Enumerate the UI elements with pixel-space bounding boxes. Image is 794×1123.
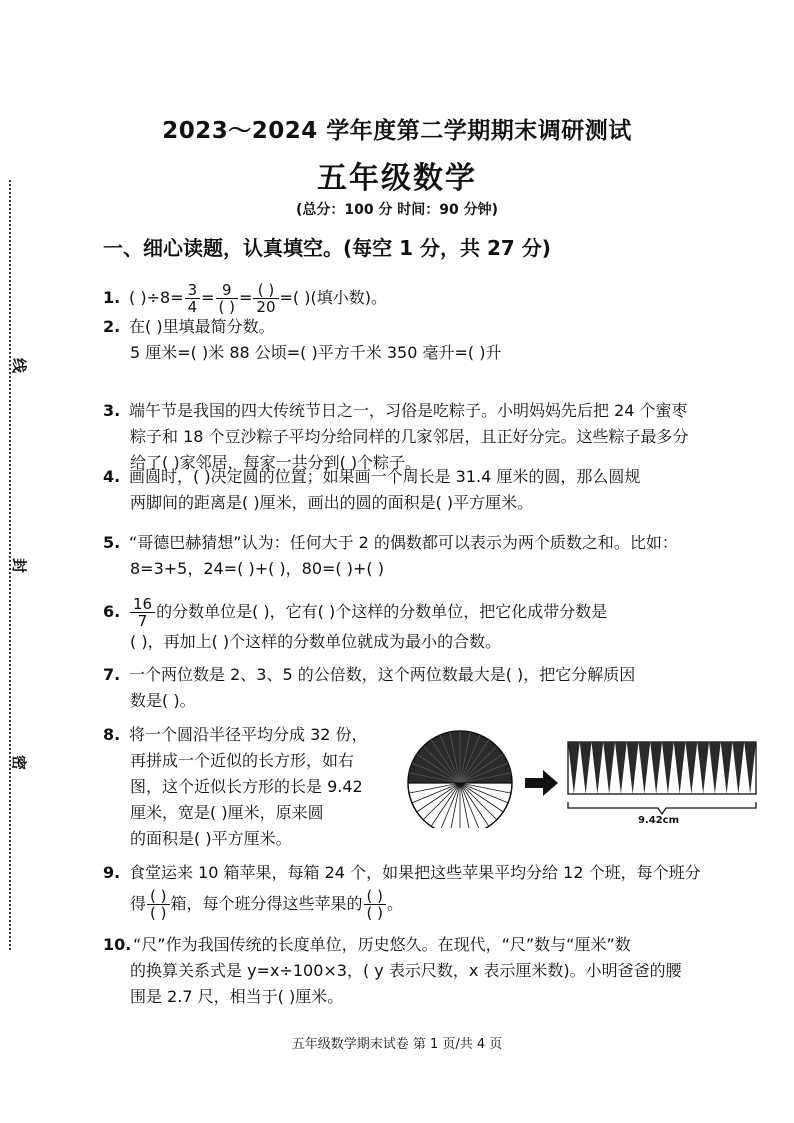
q2-line-2: 5 厘米=( )米 88 公顷=( )平方千米 350 毫升=( )升 (130, 343, 502, 362)
rectangle-length-label: 9.42cm (638, 815, 680, 826)
approx-rectangle-icon (568, 742, 756, 794)
q6-fraction (130, 596, 155, 629)
margin-char-secret: 密 (10, 754, 29, 771)
question-8 (103, 722, 368, 852)
q1-fraction-1 (185, 282, 201, 315)
margin-char-seal: 封 (10, 557, 29, 574)
q3-line-2: 粽子和 18 个豆沙粽子平均分给同样的几家邻居，且正好分完。这些粽子最多分 (130, 427, 689, 446)
question-number: 9. (103, 863, 121, 882)
question-number: 5. (103, 533, 121, 552)
fraction-denominator: ( ) (150, 904, 167, 922)
question-6 (103, 596, 607, 655)
fraction-numerator: 9 (216, 282, 238, 299)
fraction-numerator: ( ) (147, 888, 169, 905)
question-number: 1. (103, 288, 121, 307)
question-number: 7. (103, 665, 121, 684)
q8-line-3: 图，这个近似长方形的长是 9.42 (130, 777, 363, 796)
question-10 (103, 932, 682, 1010)
equals-sign: = (201, 288, 215, 307)
q10-line-1: “尺”作为我国传统的长度单位，历史悠久。在现代，“尺”数与“厘米”数 (133, 935, 631, 954)
q9-fraction-1 (147, 888, 169, 921)
q1-fraction-2 (216, 282, 238, 315)
brace-icon (568, 802, 756, 814)
question-number: 2. (103, 317, 121, 336)
circle-to-rectangle-figure (400, 728, 760, 828)
q6-line-1: 的分数单位是( )，它有( )个这样的分数单位，把它化成带分数是 (156, 602, 608, 621)
q1-fraction-3 (253, 282, 278, 315)
question-number: 10. (103, 935, 132, 954)
q10-line-2: 的换算关系式是 y=x÷100×3，( y 表示尺数，x 表示厘米数)。小明爸爸的腰 (130, 961, 682, 980)
q8-line-1: 将一个圆沿半径平均分成 32 份， (129, 725, 368, 744)
q3-line-3: 给了( )家邻居，每家一共分到( )个粽子。 (130, 453, 422, 472)
fraction-denominator: 20 (256, 298, 276, 316)
fraction-numerator: 3 (185, 282, 201, 299)
fraction-denominator: 4 (187, 298, 198, 316)
q9-mid: 箱，每个班分得这些苹果的 (170, 894, 363, 913)
question-number: 3. (103, 401, 121, 420)
q10-line-3: 围是 2.7 尺，相当于( )厘米。 (130, 987, 344, 1006)
q2-line-1: 在( )里填最简分数。 (129, 317, 275, 336)
question-7 (103, 662, 635, 714)
exam-meta: (总分：100 分 时间：90 分钟) (295, 202, 499, 218)
exam-subtitle: 五年级数学 (317, 161, 477, 196)
q8-line-5: 的面积是( )平方厘米。 (130, 829, 292, 848)
fraction-numerator: ( ) (364, 888, 386, 905)
q9-fraction-2 (364, 888, 386, 921)
q9-end: 。 (387, 894, 404, 913)
q6-line-2: ( )，再加上( )个这样的分数单位就成为最小的合数。 (130, 632, 502, 651)
fraction-denominator: 7 (137, 612, 148, 630)
fraction-numerator: 16 (130, 596, 155, 613)
question-5 (103, 530, 678, 582)
fraction-numerator: ( ) (253, 282, 278, 299)
section-1-title: 一、细心读题，认真填空。(每空 1 分，共 27 分) (103, 236, 551, 260)
question-2 (103, 314, 501, 366)
q4-line-2: 两脚间的距离是( )厘米，画出的圆的面积是( )平方厘米。 (130, 493, 534, 512)
equals-sign: = (239, 288, 253, 307)
q9-line-1: 食堂运来 10 箱苹果，每箱 24 个，如果把这些苹果平均分给 12 个班，每个班分 (129, 863, 701, 882)
exam-title: 2023～2024 学年度第二学期期末调研测试 (162, 118, 632, 144)
question-9 (103, 860, 701, 921)
q4-line-1: 画圆时，( )决定圆的位置；如果画一个周长是 31.4 厘米的圆，那么圆规 (129, 467, 641, 486)
question-number: 6. (103, 602, 121, 621)
arrow-right-icon (525, 770, 558, 796)
page-footer: 五年级数学期末试卷 第 1 页/共 4 页 (291, 1037, 503, 1052)
q8-line-4: 厘米，宽是( )厘米，原来圆 (130, 803, 324, 822)
q7-line-1: 一个两位数是 2、3、5 的公倍数，这个两位数最大是( )，把它分解质因 (129, 665, 636, 684)
q9-pre: 得 (130, 894, 147, 913)
question-number: 4. (103, 467, 121, 486)
fraction-denominator: ( ) (218, 298, 235, 316)
fraction-denominator: ( ) (366, 904, 383, 922)
question-1 (103, 282, 387, 315)
question-4 (103, 464, 640, 516)
question-number: 8. (103, 725, 121, 744)
q8-line-2: 再拼成一个近似的长方形，如右 (130, 751, 355, 770)
q1-part-a: ( )÷8= (129, 288, 184, 307)
q5-line-2: 8=3+5，24=( )+( )，80=( )+( ) (130, 559, 384, 578)
q5-line-1: “哥德巴赫猜想”认为：任何大于 2 的偶数都可以表示为两个质数之和。比如： (129, 533, 678, 552)
margin-char-line: 线 (10, 357, 29, 374)
sliced-circle-icon (408, 731, 512, 828)
q1-part-b: =( )(填小数)。 (279, 288, 387, 307)
q7-line-2: 数是( )。 (130, 691, 196, 710)
q3-line-1: 端午节是我国的四大传统节日之一，习俗是吃粽子。小明妈妈先后把 24 个蜜枣 (129, 401, 688, 420)
